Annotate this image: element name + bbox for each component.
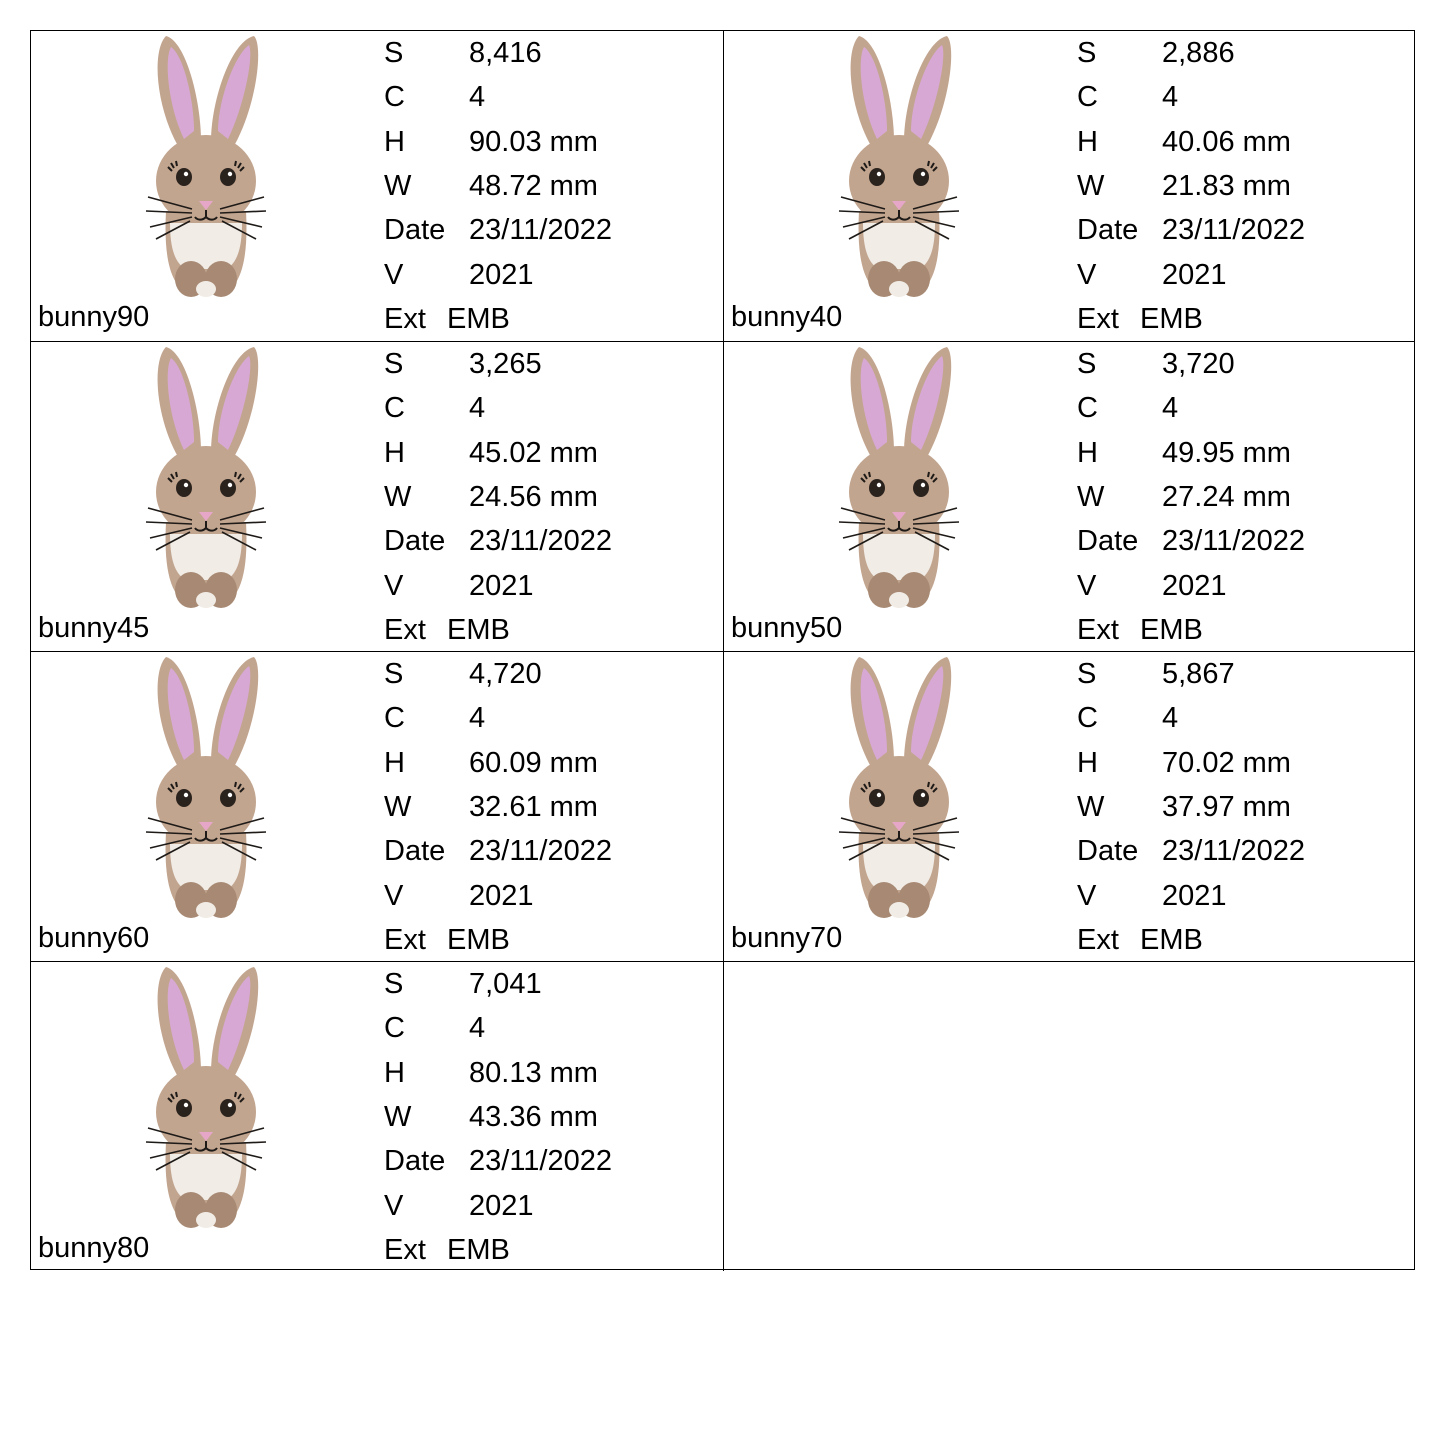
spec-value: 2021 [469, 258, 534, 291]
spec-key: W [1077, 169, 1105, 202]
spec-value: EMB [1140, 613, 1203, 646]
bunny-embroidery-image [819, 31, 979, 301]
spec-value: 80.13 mm [469, 1056, 598, 1089]
spec-key: Ext [384, 1233, 426, 1266]
design-name: bunny70 [731, 922, 843, 954]
spec-value: 43.36 mm [469, 1100, 598, 1133]
spec-key: H [384, 436, 405, 469]
spec-value: 4 [469, 392, 486, 425]
spec-key: S [384, 658, 404, 690]
design-cell-bunny90 [31, 31, 723, 341]
spec-key: V [1077, 879, 1097, 912]
spec-key: W [384, 169, 412, 202]
spec-key: H [1077, 436, 1098, 469]
spec-value: 4,720 [469, 658, 542, 690]
spec-value: 45.02 mm [469, 436, 598, 469]
spec-key: Date [384, 1145, 446, 1178]
spec-value: 8,416 [469, 37, 542, 69]
spec-key: Ext [384, 613, 426, 646]
spec-key: Ext [384, 923, 426, 956]
bunny-embroidery-image [819, 652, 979, 922]
bunny-embroidery-image [126, 962, 286, 1232]
spec-key: C [1077, 81, 1098, 114]
spec-key: Ext [1077, 302, 1119, 335]
spec-value: 70.02 mm [1162, 746, 1291, 779]
spec-key: Date [384, 214, 446, 247]
empty-cell [723, 961, 1415, 1271]
spec-key: C [1077, 392, 1098, 425]
spec-key: Date [1077, 525, 1139, 558]
spec-value: 2021 [1162, 569, 1227, 602]
design-cell-bunny45 [31, 341, 723, 651]
spec-key: V [384, 879, 404, 912]
spec-value: 48.72 mm [469, 169, 598, 202]
spec-value: 37.97 mm [1162, 790, 1291, 823]
spec-key: H [384, 1056, 405, 1089]
design-cell-bunny40 [723, 31, 1415, 341]
spec-value: 23/11/2022 [1162, 214, 1305, 247]
spec-value: 4 [1162, 702, 1179, 735]
spec-key: W [384, 790, 412, 823]
spec-value: 32.61 mm [469, 790, 598, 823]
design-name: bunny80 [38, 1232, 150, 1264]
spec-value: 4 [1162, 81, 1179, 114]
spec-value: 4 [469, 702, 486, 735]
spec-value: EMB [1140, 302, 1203, 335]
spec-value: 2,886 [1162, 37, 1235, 69]
spec-key: H [384, 746, 405, 779]
spec-value: 2021 [1162, 258, 1227, 291]
spec-value: 23/11/2022 [1162, 525, 1305, 558]
spec-key: W [1077, 480, 1105, 513]
spec-key: C [384, 392, 405, 425]
spec-key: C [384, 702, 405, 735]
spec-value: EMB [447, 302, 510, 335]
spec-value: 23/11/2022 [469, 214, 612, 247]
spec-value: 2021 [469, 1189, 534, 1222]
spec-key: S [384, 37, 404, 69]
spec-value: 23/11/2022 [1162, 835, 1305, 868]
spec-value: 3,265 [469, 348, 542, 380]
spec-key: S [1077, 37, 1097, 69]
spec-value: 49.95 mm [1162, 436, 1291, 469]
spec-value: 4 [1162, 392, 1179, 425]
spec-key: C [384, 81, 405, 114]
design-name: bunny45 [38, 612, 150, 644]
spec-value: 2021 [469, 879, 534, 912]
spec-key: C [1077, 702, 1098, 735]
spec-key: W [384, 480, 412, 513]
spec-value: 90.03 mm [469, 125, 598, 158]
spec-key: Ext [384, 302, 426, 335]
spec-value: 60.09 mm [469, 746, 598, 779]
spec-value: EMB [1140, 923, 1203, 956]
design-name: bunny60 [38, 922, 150, 954]
design-cell-bunny60 [31, 651, 723, 961]
spec-value: EMB [447, 1233, 510, 1266]
spec-key: V [384, 258, 404, 291]
spec-value: 5,867 [1162, 658, 1235, 690]
spec-value: 2021 [469, 569, 534, 602]
spec-key: S [384, 968, 404, 1000]
spec-value: 7,041 [469, 968, 542, 1000]
spec-key: Date [1077, 214, 1139, 247]
spec-key: S [1077, 348, 1097, 380]
spec-value: 4 [469, 81, 486, 114]
spec-value: 21.83 mm [1162, 169, 1291, 202]
spec-value: 23/11/2022 [469, 525, 612, 558]
spec-key: V [384, 569, 404, 602]
spec-value: 23/11/2022 [469, 835, 612, 868]
spec-value: 40.06 mm [1162, 125, 1291, 158]
spec-key: S [1077, 658, 1097, 690]
spec-key: Date [384, 835, 446, 868]
spec-key: W [1077, 790, 1105, 823]
spec-value: EMB [447, 613, 510, 646]
spec-key: C [384, 1012, 405, 1045]
spec-key: V [1077, 258, 1097, 291]
spec-key: H [1077, 746, 1098, 779]
design-sheet-table [30, 30, 1415, 1270]
spec-value: 24.56 mm [469, 480, 598, 513]
spec-key: H [384, 125, 405, 158]
spec-key: S [384, 348, 404, 380]
spec-key: H [1077, 125, 1098, 158]
spec-value: 23/11/2022 [469, 1145, 612, 1178]
design-name: bunny50 [731, 612, 843, 644]
spec-key: Date [1077, 835, 1139, 868]
design-cell-bunny80 [31, 961, 723, 1271]
spec-value: 2021 [1162, 879, 1227, 912]
bunny-embroidery-image [126, 31, 286, 301]
spec-value: 27.24 mm [1162, 480, 1291, 513]
design-name: bunny90 [38, 301, 150, 333]
spec-value: 3,720 [1162, 348, 1235, 380]
spec-value: 4 [469, 1012, 486, 1045]
design-cell-bunny70 [723, 651, 1415, 961]
spec-key: Ext [1077, 923, 1119, 956]
bunny-embroidery-image [126, 342, 286, 612]
bunny-embroidery-image [126, 652, 286, 922]
spec-key: W [384, 1100, 412, 1133]
spec-value: EMB [447, 923, 510, 956]
spec-key: Ext [1077, 613, 1119, 646]
bunny-embroidery-image [819, 342, 979, 612]
design-cell-bunny50 [723, 341, 1415, 651]
spec-key: Date [384, 525, 446, 558]
spec-key: V [1077, 569, 1097, 602]
design-name: bunny40 [731, 301, 843, 333]
spec-key: V [384, 1189, 404, 1222]
